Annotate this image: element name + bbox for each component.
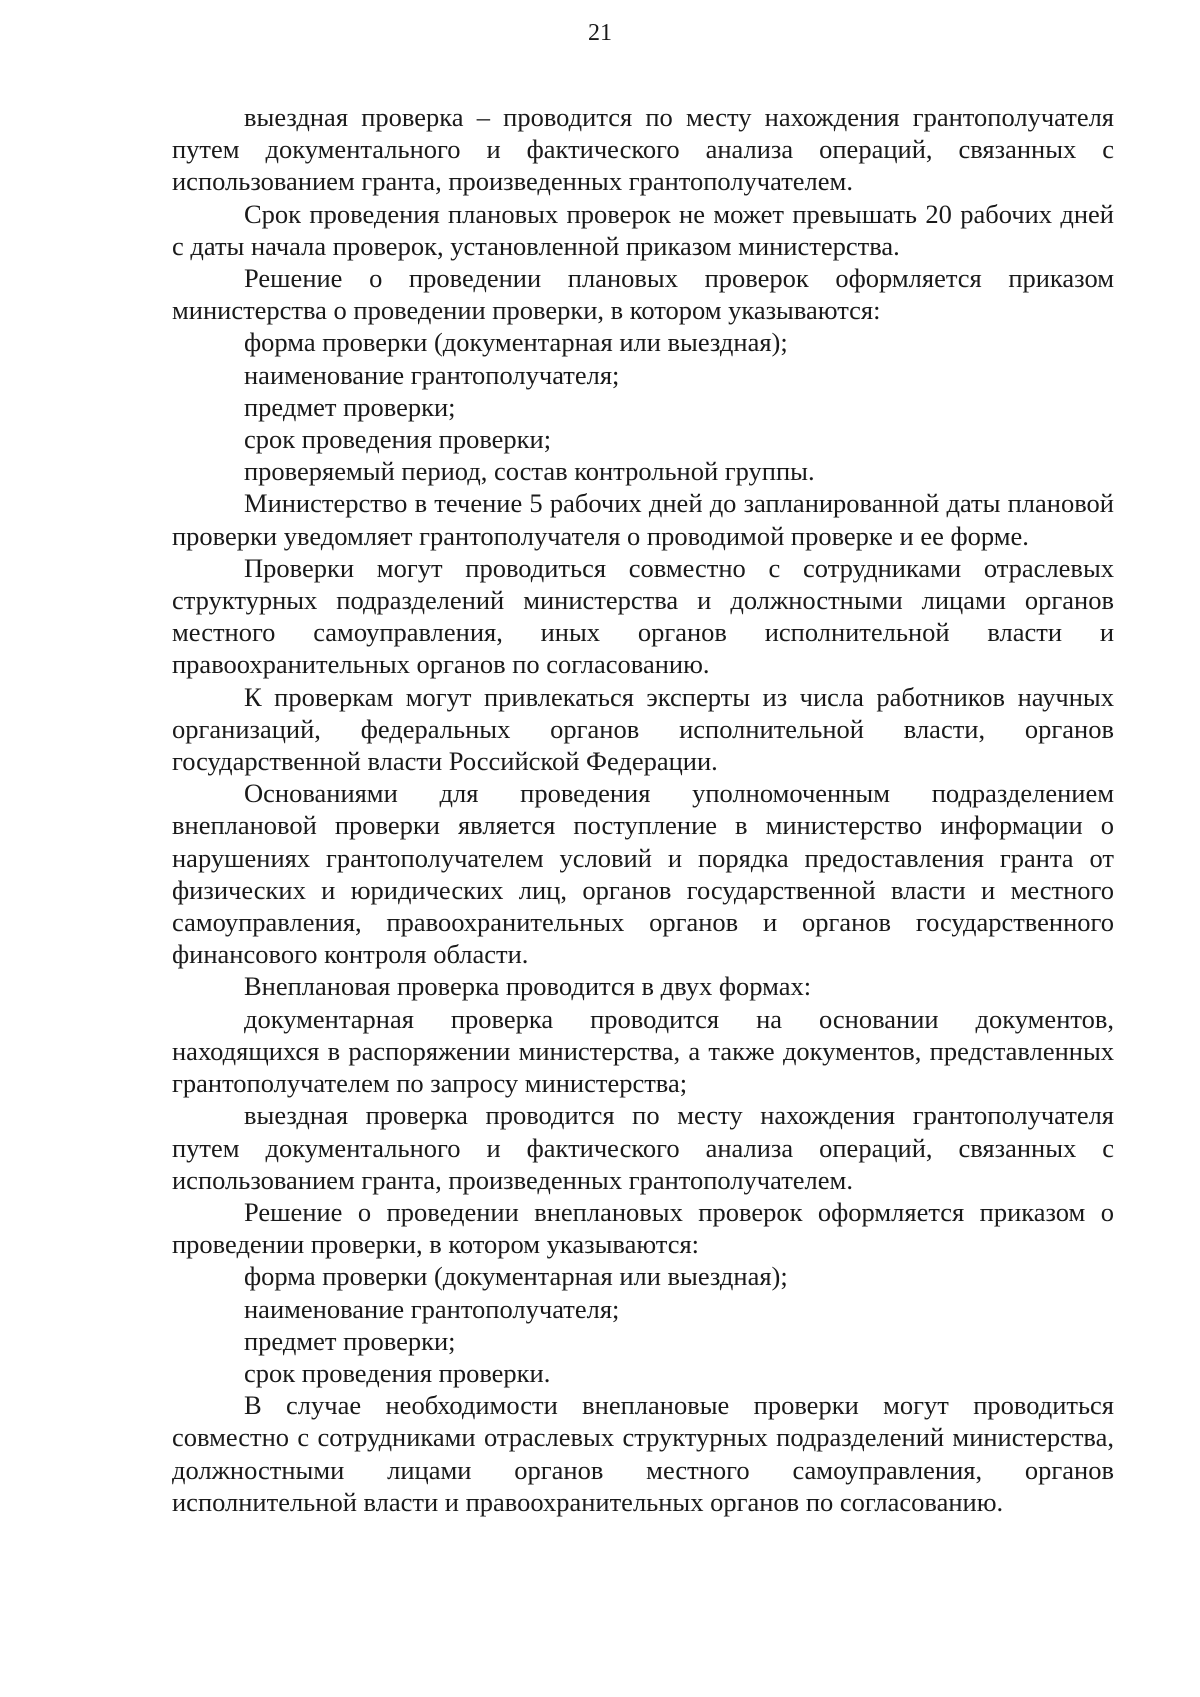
paragraph-planned-inspection-term: Срок проведения плановых проверок не может превышать 20 рабочих дней с даты начала проверок, установленной приказом министерства.: [172, 198, 1114, 261]
page-number: 21: [588, 20, 612, 46]
paragraph-joint-inspections: Проверки могут проводиться совместно с сотрудниками отраслевых структурных подразделений министерства и должностными лицами органов местного самоуправления, иных органов исполнительной власти и правоохранительных органов по согласованию.: [172, 552, 1114, 680]
paragraph-experts: К проверкам могут привлекаться эксперты из числа работников научных организаций, федеральных органов исполнительной власти, органов государственной власти Российской Федерации.: [172, 681, 1114, 777]
list-item-unplanned-form: форма проверки (документарная или выездная);: [244, 1261, 788, 1292]
list-item-unplanned-term: срок проведения проверки.: [244, 1357, 551, 1388]
paragraph-on-site-inspection: выездная проверка – проводится по месту нахождения грантополучателя путем документального и фактического анализа операций, связанных с использованием гранта, произведенных грантополучателем.: [172, 102, 1114, 197]
paragraph-on-site-unplanned: выездная проверка проводится по месту нахождения грантополучателя путем документального и фактического анализа операций, связанных с использованием гранта, произведенных грантополучателем.: [172, 1100, 1114, 1195]
list-item-inspection-term: срок проведения проверки;: [244, 424, 552, 455]
list-item-inspection-form: форма проверки (документарная или выездная);: [244, 327, 788, 358]
paragraph-documentary-inspection: документарная проверка проводится на основании документов, находящихся в распоряжении министерства, а также документов, представленных грантополучателем по запросу министерства;: [172, 1003, 1114, 1099]
list-item-unplanned-grantee-name: наименование грантополучателя;: [244, 1293, 620, 1324]
paragraph-unplanned-joint: В случае необходимости внеплановые проверки могут проводиться совместно с сотрудниками отраслевых структурных подразделений министерства, должностными лицами органов местного самоуправления, органов исполнительной власти и правоохранительных органов по согласованию.: [172, 1390, 1114, 1517]
paragraph-unplanned-order: Решение о проведении внеплановых проверок оформляется приказом о проведении проверки, в котором указываются:: [172, 1196, 1114, 1260]
list-item-grantee-name: наименование грантополучателя;: [244, 359, 620, 390]
list-item-inspection-subject: предмет проверки;: [244, 391, 456, 422]
list-item-unplanned-subject: предмет проверки;: [244, 1325, 456, 1356]
paragraph-notification: Министерство в течение 5 рабочих дней до запланированной даты плановой проверки уведомляет грантополучателя о проводимой проверке и ее форме.: [172, 488, 1114, 551]
paragraph-unplanned-grounds: Основаниями для проведения уполномоченным подразделением внеплановой проверки является поступление в министерство информации о нарушениях грантополучателем условий и порядка предоставления гранта от физических и юридических лиц, органов государственной власти и местного самоуправления, правоохранительных органов и органов государственного финансового контроля области.: [172, 778, 1114, 970]
document-body: [172, 101, 1114, 1518]
paragraph-planned-inspection-order: Решение о проведении плановых проверок оформляется приказом министерства о проведении проверки, в котором указываются:: [172, 263, 1114, 326]
paragraph-unplanned-forms: Внеплановая проверка проводится в двух формах:: [244, 971, 812, 1002]
list-item-inspected-period: проверяемый период, состав контрольной группы.: [244, 456, 815, 487]
